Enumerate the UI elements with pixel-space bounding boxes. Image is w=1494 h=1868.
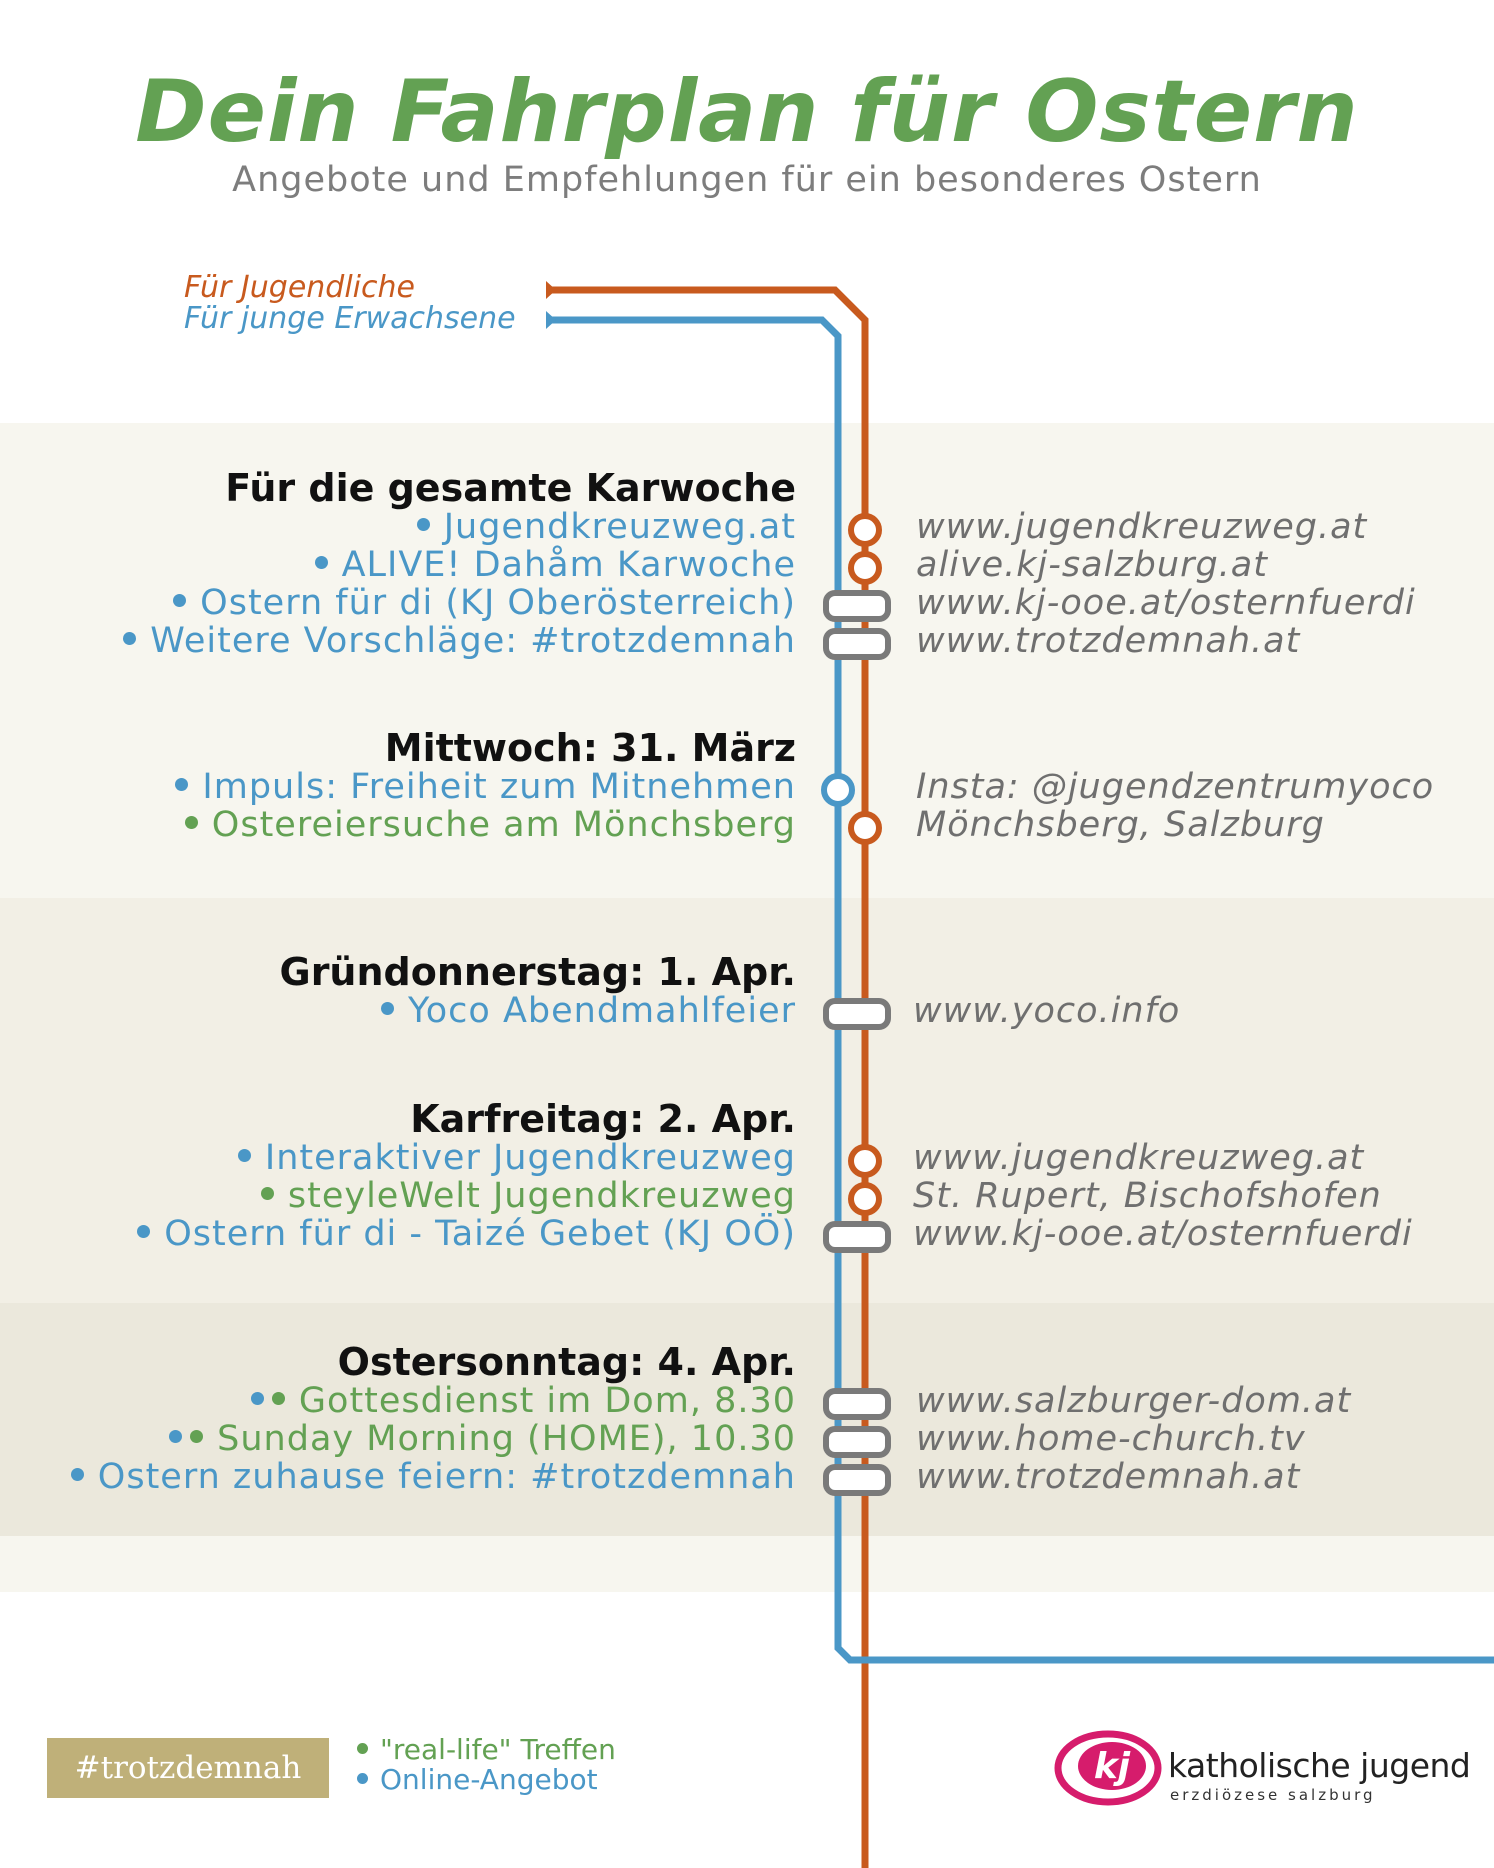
list-item[interactable]: [169, 1419, 796, 1459]
online-dot: [169, 1430, 182, 1443]
section-heading-gruendonnerstag: Gründonnerstag: 1. Apr.: [279, 950, 796, 994]
online-dot: [251, 1392, 264, 1405]
real-life-dot: [185, 816, 198, 829]
logo-name: katholische jugend: [1168, 1746, 1471, 1785]
list-item[interactable]: [251, 1381, 796, 1421]
blue-line-stop: [824, 776, 852, 804]
page-title: Dein Fahrplan für Ostern: [135, 62, 1359, 162]
legend-young-adults: Für junge Erwachsene: [184, 301, 516, 336]
section-heading-karwoche: Für die gesamte Karwoche: [225, 466, 796, 510]
list-item[interactable]: [173, 583, 796, 623]
list-item[interactable]: [417, 507, 796, 547]
item-link[interactable]: www.salzburger-dom.at: [916, 1381, 1352, 1421]
legend-real-life-label: "real-life" Treffen: [380, 1733, 616, 1766]
list-item[interactable]: [137, 1214, 796, 1254]
item-label: Ostern für di - Taizé Gebet (KJ OÖ): [164, 1214, 796, 1254]
interchange-stop: [826, 1429, 888, 1455]
list-item[interactable]: [123, 621, 796, 661]
item-label: Interaktiver Jugendkreuzweg: [264, 1138, 796, 1178]
item-link[interactable]: Mönchsberg, Salzburg: [916, 805, 1325, 845]
item-link[interactable]: Insta: @jugendzentrumyoco: [916, 767, 1435, 807]
item-link[interactable]: www.jugendkreuzweg.at: [916, 507, 1368, 547]
legend-online-label: Online-Angebot: [380, 1763, 598, 1796]
stops-group: [824, 516, 888, 1493]
orange-line-stop: [851, 1147, 879, 1175]
list-item[interactable]: [238, 1138, 796, 1178]
list-item[interactable]: [261, 1176, 796, 1216]
section-heading-karfreitag: Karfreitag: 2. Apr.: [410, 1097, 796, 1141]
interchange-stop: [826, 1224, 888, 1250]
online-dot: [417, 518, 430, 531]
legend-real-life: [357, 1733, 616, 1766]
orange-line-stop: [851, 554, 879, 582]
online-dot: [71, 1468, 84, 1481]
item-label: Sunday Morning (HOME), 10.30: [217, 1419, 796, 1459]
item-label: Impuls: Freiheit zum Mitnehmen: [202, 767, 796, 807]
orange-line-stop: [851, 1185, 879, 1213]
young-adults-line-start-arrow: [546, 311, 556, 329]
list-item[interactable]: [381, 991, 796, 1031]
logo-subtitle: erzdiözese salzburg: [1170, 1786, 1376, 1804]
orange-line-stop: [851, 516, 879, 544]
online-dot: [238, 1149, 251, 1162]
item-link[interactable]: alive.kj-salzburg.at: [916, 545, 1268, 585]
online-dot: [357, 1773, 368, 1784]
item-label: Jugendkreuzweg.at: [443, 507, 796, 547]
page-subtitle: Angebote und Empfehlungen für ein besonderes Ostern: [232, 160, 1262, 200]
logo-mark: kj: [1093, 1746, 1131, 1787]
item-link[interactable]: www.trotzdemnah.at: [916, 621, 1301, 661]
orange-line-stop: [851, 814, 879, 842]
legend-youth: Für Jugendliche: [184, 270, 415, 305]
list-item[interactable]: [175, 767, 796, 807]
online-dot: [137, 1225, 150, 1238]
item-link[interactable]: www.kj-ooe.at/osternfuerdi: [913, 1214, 1413, 1254]
real-life-dot: [261, 1187, 274, 1200]
interchange-stop: [826, 1391, 888, 1417]
item-link[interactable]: www.trotzdemnah.at: [916, 1457, 1301, 1497]
item-label: Ostern für di (KJ Oberösterreich): [200, 583, 796, 623]
list-item[interactable]: [315, 545, 796, 585]
item-link[interactable]: www.kj-ooe.at/osternfuerdi: [916, 583, 1416, 623]
online-dot: [175, 778, 188, 791]
item-label: steyleWelt Jugendkreuzweg: [287, 1176, 796, 1216]
item-label: Ostern zuhause feiern: #trotzdemnah: [97, 1457, 796, 1497]
youth-line-start-arrow: [546, 281, 556, 299]
item-link[interactable]: www.home-church.tv: [916, 1419, 1306, 1459]
item-label: ALIVE! Dahåm Karwoche: [341, 545, 796, 585]
real-life-dot: [357, 1743, 368, 1754]
online-dot: [315, 556, 328, 569]
legend-online: [357, 1763, 598, 1796]
list-item[interactable]: [185, 805, 796, 845]
real-life-dot: [272, 1392, 285, 1405]
interchange-stop: [826, 593, 888, 619]
item-link[interactable]: www.yoco.info: [913, 991, 1181, 1031]
interchange-stop: [826, 1467, 888, 1493]
online-dot: [173, 594, 186, 607]
item-label: Yoco Abendmahlfeier: [408, 991, 796, 1031]
interchange-stop: [826, 1001, 888, 1027]
online-dot: [381, 1002, 394, 1015]
real-life-dot: [190, 1430, 203, 1443]
item-label: Weitere Vorschläge: #trotzdemnah: [150, 621, 796, 661]
item-label: Gottesdienst im Dom, 8.30: [298, 1381, 796, 1421]
online-dot: [123, 632, 136, 645]
section-heading-ostersonntag: Ostersonntag: 4. Apr.: [337, 1340, 796, 1384]
interchange-stop: [826, 631, 888, 657]
kj-logo: [1052, 1728, 1164, 1808]
item-link[interactable]: St. Rupert, Bischofshofen: [913, 1176, 1382, 1216]
section-heading-mittwoch: Mittwoch: 31. März: [384, 726, 796, 770]
item-label: Ostereiersuche am Mönchsberg: [211, 805, 796, 845]
hashtag-badge: #trotzdemnah: [47, 1738, 329, 1798]
item-link[interactable]: www.jugendkreuzweg.at: [913, 1138, 1365, 1178]
list-item[interactable]: [71, 1457, 796, 1497]
